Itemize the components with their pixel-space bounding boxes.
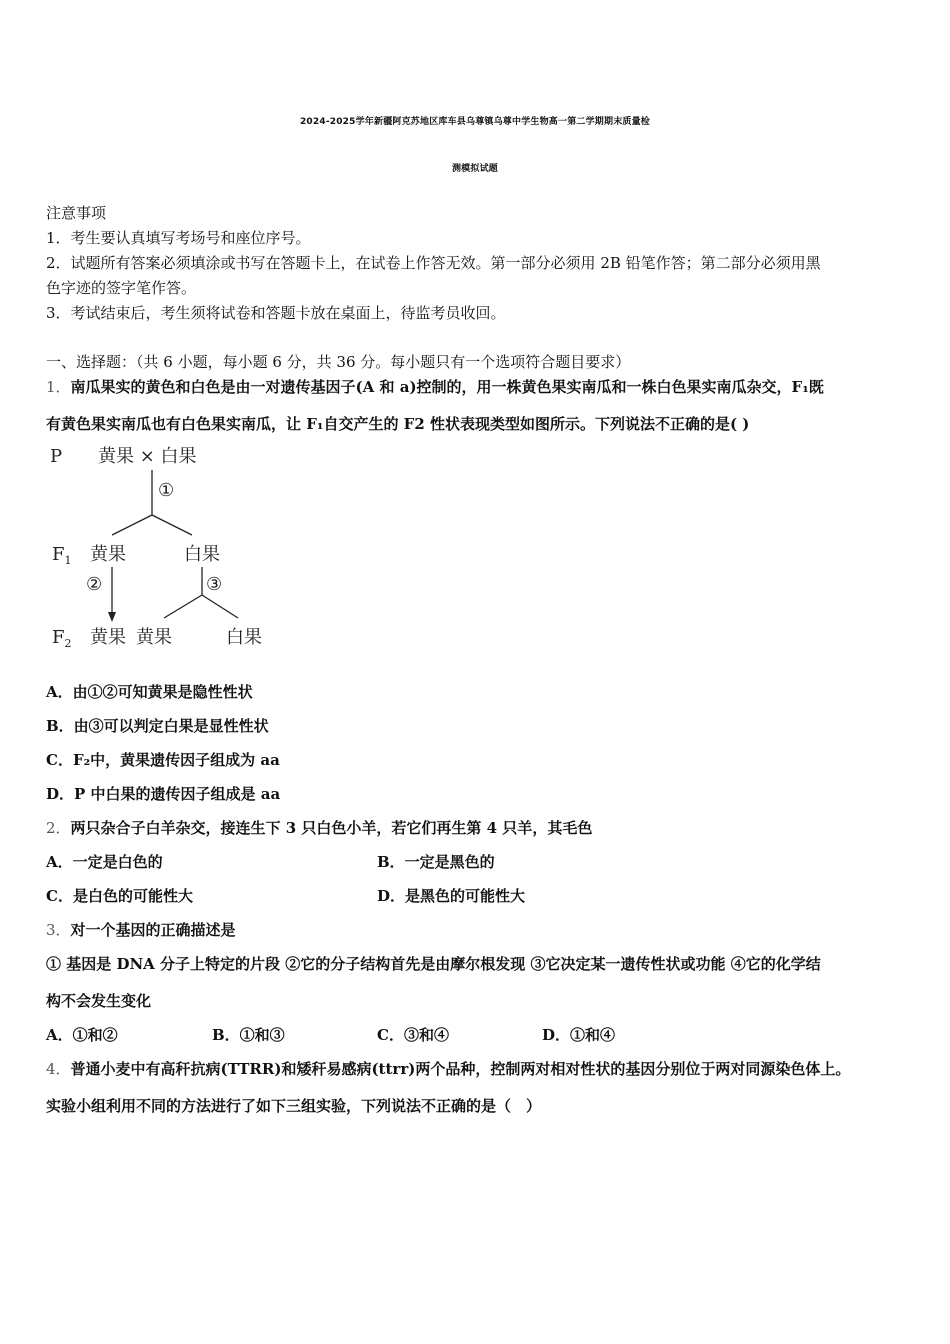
question-1-line-1	[46, 376, 824, 397]
question-1-option-a[interactable]: A．由①②可知黄果是隐性性状	[46, 683, 253, 701]
diagram-branch-f2-right	[202, 595, 238, 618]
diagram-f2-white: 白果	[226, 627, 262, 648]
diagram-branch-right	[152, 515, 192, 535]
diagram-p-label: P	[50, 446, 63, 467]
question-3-option-a[interactable]: A．①和②	[46, 1026, 118, 1044]
diagram-f2-label: $F_2$	[52, 627, 72, 650]
diagram-f2-yellow-1: 黄果	[90, 627, 126, 648]
question-1-text: 南瓜果实的黄色和白色是由一对遗传基因子(A 和 a)控制的，用一株黄色果实南瓜和一株白色果实南瓜杂交，F₁既	[70, 378, 824, 396]
question-2-line	[46, 817, 592, 838]
question-2-number: 2．	[46, 819, 71, 837]
diagram-f1-yellow: 黄果	[90, 544, 126, 565]
question-3-statements-2: 构不会发生变化	[46, 992, 152, 1010]
question-3-line	[46, 919, 236, 940]
question-3-statements-1: ① 基因是 DNA 分子上特定的片段 ②它的分子结构首先是由摩尔根发现 ③它决定某一遗传性状或功能 ④它的化学结	[46, 955, 821, 973]
diagram-step-2: ②	[86, 574, 103, 595]
question-3-option-c[interactable]: C．③和④	[377, 1026, 449, 1044]
diagram-p-cross: 黄果 × 白果	[98, 446, 197, 467]
notice-item-2-cont: 色字迹的签字笔作答。	[46, 279, 197, 297]
notice-heading: 注意事项	[46, 204, 107, 222]
question-1-number: 1．	[46, 378, 71, 396]
diagram-f2-yellow-2: 黄果	[136, 627, 172, 648]
question-4-text: 普通小麦中有高秆抗病(TTRR)和矮秆易感病(ttrr)两个品种，控制两对相对性状的基因分别位于两对同源染色体上。	[70, 1060, 851, 1078]
question-2-option-b[interactable]: B．一定是黑色的	[377, 853, 495, 871]
question-2-option-a[interactable]: A．一定是白色的	[46, 853, 163, 871]
diagram-f1-white: 白果	[184, 544, 220, 565]
question-2-text: 两只杂合子白羊杂交，接连生下 3 只白色小羊，若它们再生第 4 只羊，其毛色	[70, 819, 593, 837]
question-1-option-c[interactable]: C．F₂中，黄果遗传因子组成为 aa	[46, 751, 280, 769]
question-1-option-b[interactable]: B．由③可以判定白果是显性性状	[46, 717, 269, 735]
question-1-option-d[interactable]: D．P 中白果的遗传因子组成是 aa	[46, 785, 281, 803]
question-3-number: 3．	[46, 921, 71, 939]
diagram-arrow-down	[108, 612, 116, 622]
diagram-branch-f2-left	[164, 595, 202, 618]
inheritance-diagram	[46, 440, 276, 655]
question-3-text: 对一个基因的正确描述是	[70, 921, 236, 939]
question-3-option-d[interactable]: D．①和④	[542, 1026, 616, 1044]
diagram-branch-left	[112, 515, 152, 535]
question-4-line-1	[46, 1058, 850, 1079]
question-2-option-c[interactable]: C．是白色的可能性大	[46, 887, 193, 905]
diagram-step-3: ③	[206, 574, 223, 595]
notice-item-3: 3．考试结束后，考生须将试卷和答题卡放在桌面上，待监考员收回。	[46, 304, 506, 322]
section-heading: 一、选择题：（共 6 小题，每小题 6 分，共 36 分。每小题只有一个选项符合题目要求）	[46, 353, 631, 371]
diagram-step-1: ①	[158, 480, 175, 501]
diagram-f1-label: $F_1$	[52, 544, 72, 567]
question-4-line-2: 实验小组利用不同的方法进行了如下三组实验，下列说法不正确的是（ ）	[46, 1097, 542, 1115]
exam-title-line-2: 测模拟试题	[451, 164, 498, 174]
question-1-line-2: 有黄色果实南瓜也有白色果实南瓜，让 F₁自交产生的 F2 性状表现类型如图所示。下列说法不正确的是( )	[46, 415, 750, 433]
question-3-option-b[interactable]: B．①和③	[212, 1026, 285, 1044]
notice-item-1: 1．考生要认真填写考场号和座位序号。	[46, 229, 311, 247]
question-4-number: 4．	[46, 1060, 71, 1078]
notice-item-2: 2．试题所有答案必须填涂或书写在答题卡上，在试卷上作答无效。第一部分必须用 2B 铅笔作答；第二部分必须用黑	[46, 254, 821, 272]
exam-title-line-1: 2024-2025学年新疆阿克苏地区库车县乌尊镇乌尊中学生物高一第二学期期末质量检	[299, 117, 651, 127]
question-2-option-d[interactable]: D．是黑色的可能性大	[377, 887, 526, 905]
